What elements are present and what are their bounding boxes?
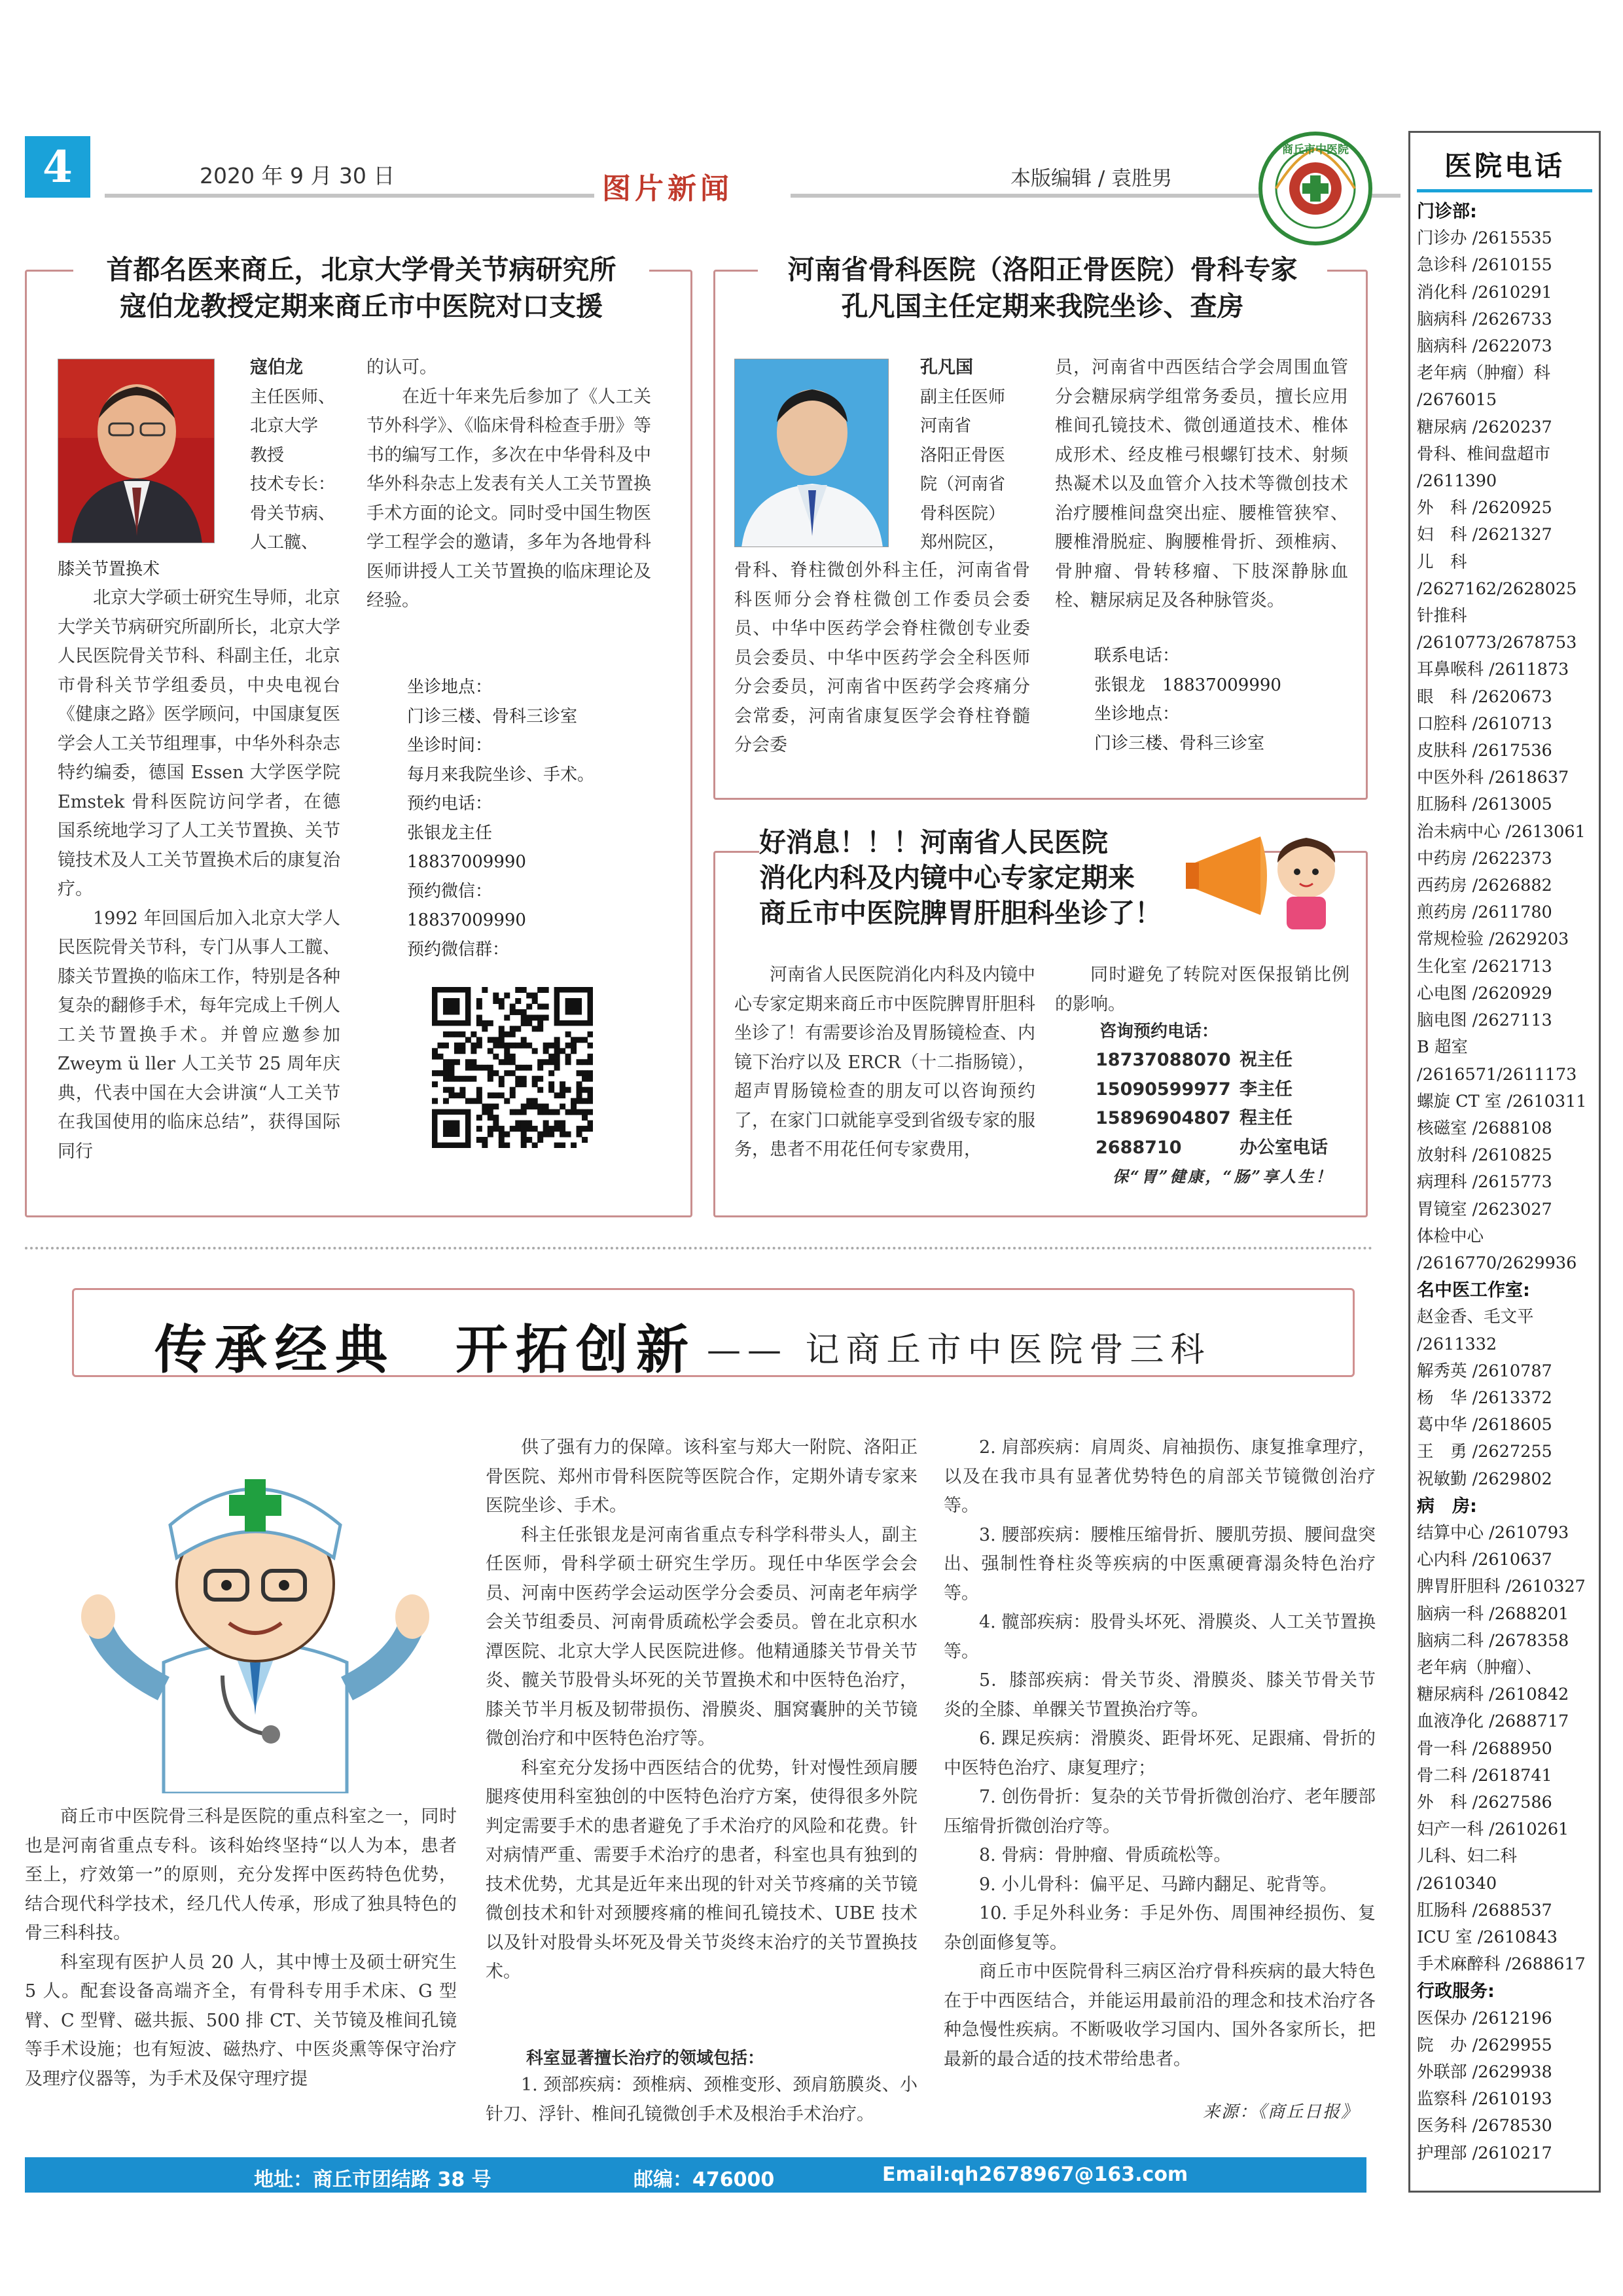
sidebar-phone-line: /2611332 (1417, 1334, 1497, 1354)
wechat-group-qr-code[interactable] (432, 987, 593, 1148)
sidebar-phone-line: 口腔科 /2610713 (1417, 713, 1552, 734)
sidebar-phone-line: /2627162/2628025 (1417, 579, 1577, 599)
sidebar-phone-line: 儿 科 (1417, 552, 1467, 572)
sidebar-phone-line: 常规检验 /2629203 (1417, 929, 1569, 950)
sidebar-phone-line: 骨科、椎间盘超市 (1417, 444, 1551, 464)
article2-intro (920, 353, 1031, 558)
feature-title: 传承经典 开拓创新 (154, 1319, 696, 1380)
article2-column1: 骨科、脊柱微创外科主任，河南省骨科医师分会脊柱微创工作委员会委员、中华中医药学会脊柱微创专业委员会委员、中华中医药学会全科医师分会委员，河南省中医药学会疼痛分会常委，河南省康复医学会脊柱脊髓分会委 (734, 560, 1030, 755)
phone-list (1417, 198, 1596, 2167)
sidebar-phone-line: 骨二科 /2618741 (1417, 1765, 1552, 1785)
sidebar-phone-line: 外联部 /2629938 (1417, 2062, 1552, 2083)
sidebar-phone-line: 葛中华 /2618605 (1417, 1415, 1552, 1435)
sidebar-phone-line: 王 勇 /2627255 (1417, 1442, 1552, 1462)
sidebar-phone-line: 体检中心 (1417, 1226, 1484, 1246)
paragraph: 9. 小儿骨科：偏平足、马蹄内翻足、驼背等。 (979, 1874, 1338, 1895)
article1-column1 (58, 584, 340, 1166)
sidebar-phone-line: /2610773/2678753 (1417, 633, 1577, 653)
sidebar-phone-line: 糖尿病科 /2610842 (1417, 1685, 1569, 1705)
sidebar-category: 行政服务: (1417, 1981, 1495, 2002)
footer-postcode: 邮编：476000 (633, 2168, 775, 2191)
intro-line: 院（河南省 (920, 475, 1006, 494)
sidebar-phone-line: /2616770/2629936 (1417, 1253, 1577, 1273)
article1-title-line2: 寇伯龙教授定期来商丘市中医院对口支援 (120, 291, 603, 322)
col2-top-text: 的认可。 (366, 357, 437, 378)
info-row (407, 789, 656, 848)
sidebar-phone-line: 耳鼻喉科 /2611873 (1417, 660, 1569, 680)
sidebar-phone-line: 医保办 /2612196 (1417, 2008, 1552, 2028)
info-value: 门诊三楼、骨科三诊室 (407, 706, 578, 726)
feature-subheading: 科室显著擅长治疗的领域包括： (526, 2049, 765, 2068)
article3-column1 (734, 961, 1035, 1165)
sidebar-phone-line: 脑电图 /2627113 (1417, 1011, 1552, 1031)
sidebar-phone-line: 中医外科 /2618637 (1417, 768, 1569, 788)
info-label: 坐诊时间： (407, 736, 493, 755)
doctor-name-kou: 寇伯龙 (250, 357, 303, 378)
page-number: 4 (25, 136, 90, 198)
sidebar-phone-line: 螺旋 CT 室 /2610311 (1417, 1091, 1587, 1111)
intro-line: 河南省 (920, 416, 972, 436)
sidebar-phone-line: 肛肠科 /2688537 (1417, 1900, 1552, 1920)
col2-text: 同时避免了转院对医保报销比例的影响。 (1055, 965, 1349, 1014)
paragraph: 1992 年回国后加入北京大学人民医院骨关节科，专门从事人工髋、膝关节置换的临床工作，特别是各种复杂的翻修手术，每年完成上千例人工关节置换手术。并曾应邀参加 Zweym ü ller 人工关节 25 周年庆典，代表中国在大会讲演“人工关节在我国使用的临床总结”，获得国际同行 (58, 908, 340, 1162)
item1-text: 1. 颈部疾病：颈椎病、颈椎变形、颈肩筋膜炎、小针刀、浮针、椎间孔镜微创手术及根治手术治疗。 (486, 2075, 918, 2125)
col2-text: 员，河南省中西医结合学会周围血管分会糖尿病学组常务委员，擅长应用椎间孔镜技术、微创通道技术、椎体成形术、经皮椎弓根螺钉技术、射频热凝术以及血管介入技术等微创技术治疗腰椎间盘突出症、腰椎管狭窄、腰椎滑脱症、胸腰椎骨折、颈椎病、骨肿瘤、骨转移瘤、下肢深静脉血栓、糖尿病足及各种脉管炎。 (1055, 357, 1348, 611)
doctor-cartoon-illustration (72, 1427, 438, 1793)
issue-date: 2020 年 9 月 30 日 (200, 163, 395, 188)
sidebar-phone-line: 骨一科 /2688950 (1417, 1738, 1552, 1759)
article1-intro (250, 353, 356, 558)
info-value: 每月来我院坐诊、手术。 (407, 764, 595, 785)
appointment-phones (1096, 1046, 1357, 1162)
phone-contact: 祝主任 (1240, 1050, 1293, 1070)
sidebar-category: 病 房: (1417, 1496, 1477, 1516)
sidebar-phone-line: 眼 科 /2620673 (1417, 687, 1552, 707)
phone-number[interactable]: 15896904807 (1096, 1108, 1231, 1128)
footer-email[interactable]: Email:qh2678967@163.com (882, 2163, 1188, 2186)
sidebar-phone-line: 妇产一科 /2610261 (1417, 1820, 1569, 1840)
intro-line: 洛阳正骨医 (920, 445, 1006, 465)
section-divider (25, 1247, 1373, 1249)
article3-title-line3: 商丘市中医院脾胃肝胆科坐诊了！ (759, 897, 1162, 929)
intro-line: 北京大学 (250, 416, 319, 436)
sidebar-phone-line: 胃镜室 /2623027 (1417, 1199, 1552, 1219)
section-title: 图片新闻 (602, 172, 733, 206)
place-value: 门诊三楼、骨科三诊室 (1094, 733, 1265, 753)
doctor-photo-kong (734, 359, 889, 547)
phone-number[interactable]: 2688710 (1096, 1137, 1182, 1158)
sidebar-accent-bar (1417, 189, 1592, 192)
info-label: 预约微信群： (407, 939, 510, 960)
info-row (407, 673, 656, 731)
paragraph: 2. 肩部疾病：肩周炎、肩袖损伤、康复推拿理疗，以及在我市具有显著优势特色的肩部关节镜微创治疗等。 (944, 1437, 1376, 1516)
feature-column1 (25, 1803, 457, 2094)
phone-row (1096, 1075, 1357, 1105)
hospital-phone-sidebar (1408, 131, 1601, 2193)
editor-credit: 本版编辑 / 袁胜男 (1010, 167, 1173, 190)
phone-title: 咨询预约电话： (1099, 1022, 1219, 1041)
paragraph: 商丘市中医院骨三科是医院的重点科室之一，同时也是河南省重点专科。该科始终坚持“以人为本，患者至上，疗效第一”的原则，充分发挥中医药特色优势，结合现代科学技术，经几代人传承，形成了独具特色的骨三科科技。 (25, 1806, 457, 1943)
sidebar-phone-line: B 超室 (1417, 1037, 1468, 1058)
sidebar-phone-line: 监察科 /2610193 (1417, 2089, 1552, 2109)
contact-value: 张银龙 18837009990 (1094, 675, 1281, 695)
slogan: 保“胃”健康，“肠”享人生！ (1113, 1167, 1334, 1186)
info-value: 18837009990 (407, 852, 526, 872)
sidebar-phone-line: 脑病二科 /2678358 (1417, 1630, 1569, 1651)
sidebar-phone-line: 儿科、妇二科 (1417, 1846, 1518, 1867)
intro-line: 人工髋、 (250, 533, 319, 552)
info-value: 18837009990 (407, 910, 526, 930)
sidebar-phone-line: 放射科 /2610825 (1417, 1145, 1552, 1166)
sidebar-phone-line: 院 办 /2629955 (1417, 2035, 1552, 2055)
paragraph: 4. 髋部疾病：股骨头坏死、滑膜炎、人工关节置换等。 (944, 1612, 1376, 1662)
sidebar-phone-line: 西药房 /2626882 (1417, 876, 1552, 896)
paragraph: 科室充分发扬中西医结合的优势，针对慢性颈肩腰腿疼使用科室独创的中医特色治疗方案，使得很多外院判定需要手术的患者避免了手术治疗的风险和花费。针对病情严重、需要手术治疗的患者，科室也具有独到的技术优势，尤其是近年来出现的针对关节疼痛的关节镜微创技术和针对颈腰疼痛的椎间孔镜技术、UBE 技术以及针对股骨头坏死及骨关节炎终末治疗的关节置换技术。 (486, 1757, 918, 1982)
sidebar-phone-line: 手术麻醉科 /2688617 (1417, 1954, 1586, 1975)
sidebar-phone-line: 心内科 /2610637 (1417, 1550, 1552, 1570)
info-row (407, 731, 656, 789)
phone-contact: 程主任 (1240, 1108, 1293, 1128)
sidebar-phone-line: 老年病（肿瘤）、 (1417, 1657, 1543, 1677)
intro-lines (250, 383, 356, 558)
article3-title (759, 825, 1230, 931)
feature-source: 来源：《商丘日报》 (1203, 2102, 1360, 2122)
sidebar-phone-line: 脑病科 /2622073 (1417, 336, 1552, 357)
sidebar-phone-line: 外 科 /2627586 (1417, 1792, 1552, 1812)
sidebar-phone-line: 祝敏勤 /2629802 (1417, 1469, 1552, 1489)
info-label: 预约微信： (407, 881, 493, 901)
intro-line: 骨关节病、 (250, 503, 336, 524)
sidebar-phone-line: 老年病（肿瘤）科 (1417, 363, 1551, 384)
footer-bar (25, 2157, 1366, 2193)
sidebar-phone-line: 针推科 (1417, 606, 1467, 626)
feature-column2 (486, 1433, 918, 1987)
sidebar-phone-line: 血液净化 /2688717 (1417, 1712, 1569, 1732)
sidebar-phone-line: 病理科 /2615773 (1417, 1172, 1552, 1193)
phone-number[interactable]: 18737088070 (1096, 1050, 1231, 1070)
col1-text: 河南省人民医院消化内科及内镜中心专家定期来商丘市中医院脾胃肝胆科坐诊了！有需要诊治及胃肠镜检查、内镜下治疗以及 ERCR（十二指肠镜），超声胃肠镜检查的朋友可以咨询预约了，在家门口就能享受到省级专家的服务，患者不用花任何专家费用， (734, 965, 1035, 1160)
info-value: 张银龙主任 (407, 823, 493, 843)
phone-row (1096, 1046, 1357, 1075)
info-row (407, 848, 656, 877)
sidebar-phone-line: 中药房 /2622373 (1417, 848, 1552, 869)
article2-column2 (1055, 353, 1348, 616)
article3-title-line1: 好消息！！！河南省人民医院 (759, 827, 1108, 858)
paragraph: 7. 创伤骨折：复杂的关节骨折微创治疗、老年腰部压缩骨折微创治疗等。 (944, 1787, 1376, 1837)
article2-title-line2: 孔凡国主任定期来我院坐诊、查房 (841, 291, 1244, 322)
sidebar-phone-line: 脾胃肝胆科 /2610327 (1417, 1577, 1586, 1597)
article2-contact (1094, 641, 1343, 758)
article1-column2 (366, 353, 651, 616)
footer-address: 地址：商丘市团结路 38 号 (254, 2168, 491, 2191)
sidebar-phone-line: 结算中心 /2610793 (1417, 1522, 1569, 1543)
sidebar-title: 医院电话 (1444, 150, 1565, 182)
phone-contact: 办公室电话 (1240, 1137, 1328, 1158)
paragraph: 商丘市中医院骨科三病区治疗骨科疾病的最大特色在于中西医结合，并能运用最前沿的理念和技术治疗各种急慢性疾病。不断吸收学习国内、国外各家所长，把最新的最合适的技术带给患者。 (944, 1962, 1376, 2070)
sidebar-phone-line: 解秀英 /2610787 (1417, 1361, 1552, 1381)
paragraph: 3. 腰部疾病：腰椎压缩骨折、腰肌劳损、腰间盘突出、强制性脊柱炎等疾病的中医熏硬膏溻灸特色治疗等。 (944, 1524, 1376, 1604)
contact-label: 联系电话： (1094, 646, 1180, 666)
sidebar-phone-line: 护理部 /2610217 (1417, 2143, 1552, 2163)
info-label: 坐诊地点： (407, 677, 493, 697)
paragraph: 10. 手足外科业务：手足外伤、周围神经损伤、复杂创面修复等。 (944, 1903, 1376, 1953)
intro-line: 骨科医院） (920, 503, 1006, 524)
sidebar-phone-line: /2676015 (1417, 390, 1497, 410)
sidebar-phone-line: 生化室 /2621713 (1417, 956, 1552, 977)
paragraph: 供了强有力的保障。该科室与郑大一附院、洛阳正骨医院、郑州市骨科医院等医院合作，定期外请专家来医院坐诊、手术。 (486, 1437, 918, 1516)
intro-last-line: 膝关节置换术 (58, 560, 160, 579)
place-label: 坐诊地点： (1094, 704, 1180, 724)
article3-column2 (1055, 961, 1349, 1019)
paragraph: 科主任张银龙是河南省重点专科学科带头人，副主任医师，骨科学硕士研究生学历。现任中华医学会会员、河南中医药学会运动医学分会委员、河南老年病学会关节组委员、河南骨质疏松学会委员。曾在北京积水潭医院、北京大学人民医院进修。他精通膝关节骨关节炎、髋关节股骨头坏死的关节置换术和中医特色治疗，膝关节半月板及韧带损伤、滑膜炎、腘窝囊肿的关节镜微创治疗和中医特色治疗等。 (486, 1524, 918, 1749)
sidebar-phone-line: 脑病一科 /2688201 (1417, 1604, 1569, 1624)
feature-column3 (944, 1433, 1376, 2074)
intro-line: 副主任医师 (920, 387, 1006, 407)
paragraph: 8. 骨病：骨肿瘤、骨质疏松等。 (979, 1845, 1232, 1865)
sidebar-phone-line: ICU 室 /2610843 (1417, 1928, 1558, 1947)
phone-number[interactable]: 15090599977 (1096, 1079, 1231, 1100)
article2-title-line1: 河南省骨科医院（洛阳正骨医院）骨科专家 (787, 254, 1298, 285)
feature-item1 (486, 2071, 918, 2129)
sidebar-phone-line: 治未病中心 /2613061 (1417, 821, 1586, 842)
info-label: 预约电话： (407, 794, 493, 814)
sidebar-phone-line: 皮肤科 /2617536 (1417, 741, 1552, 761)
sidebar-phone-line: 煎药房 /2611780 (1417, 903, 1552, 923)
article1-title-line1: 首都名医来商丘，北京大学骨关节病研究所 (106, 254, 616, 285)
sidebar-phone-line: /2611390 (1417, 471, 1497, 492)
feature-subtitle: —— 记商丘市中医院骨三科 (707, 1331, 1211, 1370)
megaphone-girl-illustration (1182, 817, 1359, 935)
sidebar-phone-line: 糖尿病 /2620237 (1417, 417, 1552, 437)
sidebar-phone-line: /2610340 (1417, 1873, 1497, 1893)
intro-line: 郑州院区， (920, 533, 1006, 552)
phone-row (1096, 1104, 1357, 1134)
sidebar-phone-line: 妇 科 /2621327 (1417, 525, 1552, 545)
col2-paragraph: 在近十年来先后参加了《人工关节外科学》、《临床骨科检查手册》等书的编写工作，多次在中华骨科及中华外科杂志上发表有关人工关节置换手术方面的论文。同时受中国生物医学工程学会的邀请，多年为各地骨科医师讲授人工关节置换的临床理论及经验。 (366, 386, 651, 611)
sidebar-phone-line: 心电图 /2620929 (1417, 983, 1552, 1003)
doctor-name-kong: 孔凡国 (920, 357, 973, 378)
intro-line: 技术专长： (250, 475, 336, 494)
intro-lines (920, 383, 1031, 558)
sidebar-phone-line: 肛肠科 /2613005 (1417, 795, 1552, 815)
paragraph: 北京大学硕士研究生导师，北京大学关节病研究所副所长，北京大学人民医院骨关节科、科副主任，北京市骨科关节学组委员，中央电视台《健康之路》医学顾问，中国康复医学会人工关节组理事，中华外科杂志特约编委，德国 Essen 大学医学院 Emstek 骨科医院访问学者，在德国系统地学习了人工关节置换、关节镜技术及人工关节置换术后的康复治疗。 (58, 588, 340, 899)
doctor-photo-kou (58, 359, 215, 543)
article3-title-line2: 消化内科及内镜中心专家定期来 (759, 862, 1135, 893)
sidebar-phone-line: 急诊科 /2610155 (1417, 255, 1552, 276)
sidebar-phone-line: 消化科 /2610291 (1417, 282, 1552, 302)
paragraph: 5．膝部疾病：骨关节炎、滑膜炎、膝关节骨关节炎的全膝、单髁关节置换治疗等。 (944, 1670, 1376, 1720)
info-row (407, 877, 656, 935)
intro-line: 教授 (250, 445, 285, 465)
sidebar-phone-line: /2616571/2611173 (1417, 1064, 1577, 1085)
phone-row (1096, 1134, 1357, 1163)
paragraph: 科室现有医护人员 20 人，其中博士及硕士研究生 5 人。配套设备高端齐全，有骨科专用手术床、G 型臂、C 型臂、磁共振、500 排 CT、关节镜及椎间孔镜等手术设施；也有短波、磁热疗、中医炎熏等保守治疗及理疗仪器等，为手术及保守理疗提 (25, 1952, 457, 2089)
sidebar-phone-line: 赵金香、毛文平 (1417, 1307, 1534, 1327)
sidebar-category: 门诊部: (1417, 202, 1477, 222)
logo-text: 商丘市中医院 (1282, 143, 1349, 156)
article1-appointment-info (407, 673, 656, 964)
sidebar-category: 名中医工作室: (1417, 1280, 1530, 1301)
sidebar-phone-line: 医务科 /2678530 (1417, 2116, 1552, 2136)
sidebar-phone-line: 外 科 /2620925 (1417, 498, 1552, 518)
sidebar-phone-line: 杨 华 /2613372 (1417, 1388, 1552, 1408)
phone-contact: 李主任 (1240, 1079, 1293, 1100)
paragraph: 6. 踝足疾病：滑膜炎、距骨坏死、足跟痛、骨折的中医特色治疗、康复理疗； (944, 1729, 1376, 1778)
intro-line: 主任医师、 (250, 387, 336, 407)
info-row (407, 935, 656, 965)
sidebar-phone-line: 核磁室 /2688108 (1417, 1118, 1552, 1138)
sidebar-phone-line: 脑病科 /2626733 (1417, 309, 1552, 329)
sidebar-phone-line: 门诊办 /2615535 (1417, 228, 1552, 249)
